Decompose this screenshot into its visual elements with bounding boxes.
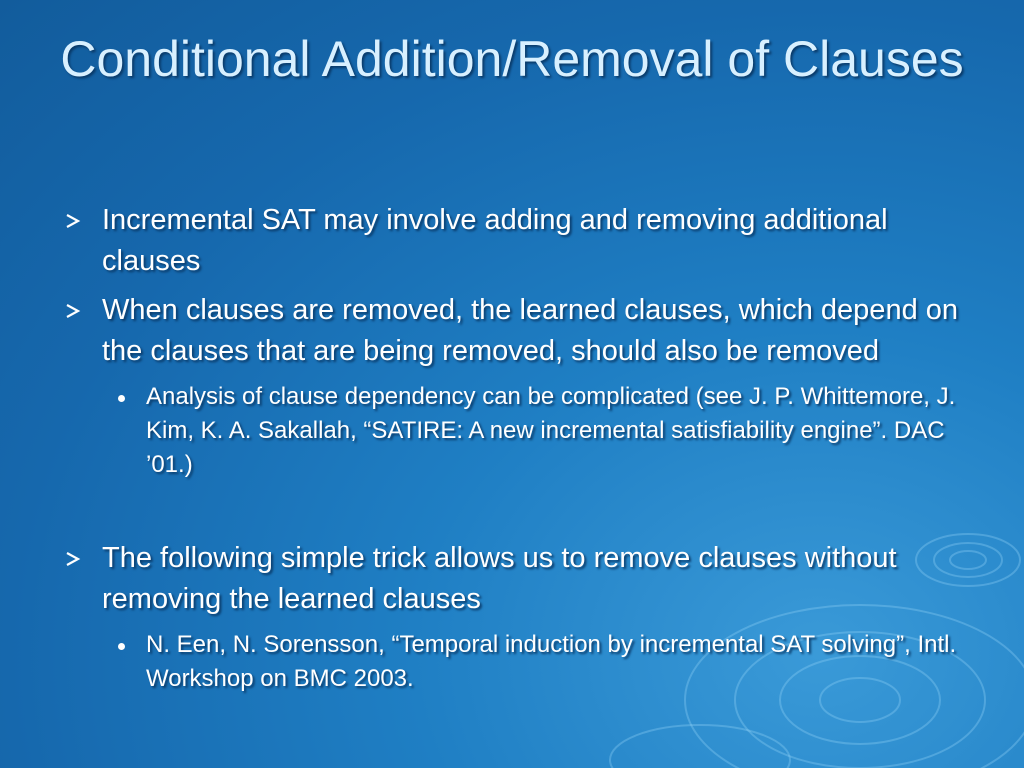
spacer: [60, 490, 960, 538]
sub-bullet-item: [60, 628, 960, 696]
arrow-bullet-icon: [64, 550, 82, 568]
sub-bullet-text: N. Een, N. Sorensson, “Temporal induction by incremental SAT solving”, Intl. Workshop on BMC 2003.: [146, 631, 957, 692]
dot-bullet-icon: [118, 643, 125, 650]
bullet-text: When clauses are removed, the learned clauses, which depend on the clauses that are being removed, should also be removed: [102, 294, 959, 367]
bullet-text: Incremental SAT may involve adding and removing additional clauses: [102, 204, 888, 277]
dot-bullet-icon: [118, 395, 125, 402]
arrow-bullet-icon: [64, 212, 82, 230]
sub-bullet-text: Analysis of clause dependency can be complicated (see J. P. Whittemore, J. Kim, K. A. Sakallah, “SATIRE: A new incremental satisfiability engine”. DAC ’01.): [146, 383, 956, 478]
bullet-text: The following simple trick allows us to remove clauses without removing the learned clauses: [102, 542, 897, 615]
bullet-item: [60, 200, 960, 282]
arrow-bullet-icon: [64, 302, 82, 320]
bullet-item: [60, 290, 960, 372]
slide-content: [60, 200, 960, 704]
sub-bullet-item: [60, 380, 960, 482]
bullet-item: [60, 538, 960, 620]
slide-title: Conditional Addition/Removal of Clauses: [60, 31, 964, 87]
